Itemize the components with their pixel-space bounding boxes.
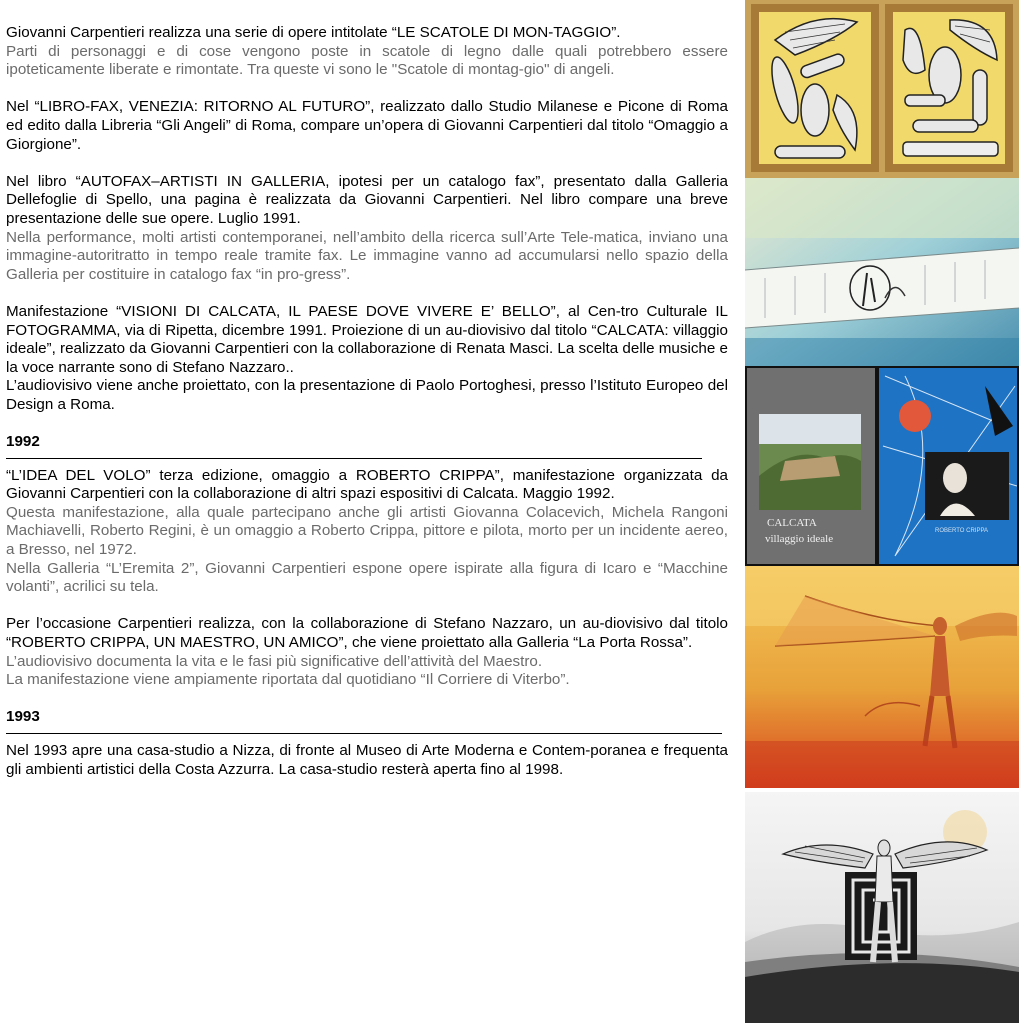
- fax-gallery-image: [745, 178, 1019, 366]
- volo-paragraph: “L’IDEA DEL VOLO” terza edizione, omaggio a ROBERTO CRIPPA”, manifestazione organizzata da Giovanni Carpentieri con la collaborazione di altri spazi espositivi di Calcata. Maggio 1992.: [6, 466, 728, 503]
- book-small-text: ROBERTO CRIPPA: [935, 528, 989, 534]
- librofax-paragraph: Nel “LIBRO-FAX, VENEZIA: RITORNO AL FUTURO”, realizzato dallo Studio Milanese e Picone di Roma ed edito dalla Libreria “Gli Angeli” di Roma, compare un’opera di Giovanni Carpentieri dal titolo “Omaggio a Giorgione”.: [6, 98, 728, 153]
- calcata-paragraph-2: L’audiovisivo viene anche proiettato, con la presentazione di Paolo Portoghesi, presso l’Istituto Europeo del Design a Roma.: [6, 377, 728, 413]
- book-title-2: villaggio ideale: [765, 533, 834, 545]
- divider-1992: [6, 458, 702, 459]
- winged-figure-image: [745, 792, 1019, 1023]
- calcata-paragraph: Manifestazione “VISIONI DI CALCATA, IL PAESE DOVE VIVERE E’ BELLO”, al Cen-tro Culturale IL FOTOGRAMMA, via di Ripetta, dicembre 1991. Proiezione di un au-diovisivo dal titolo “CALCATA: villaggio ideale”, realizzato da Giovanni Carpentieri con la collaborazione di Renata Masci. La scelta delle musiche e la voce narrante sono di Stefano Nazzaro..: [6, 302, 728, 376]
- autofax-gray-paragraph: Nella performance, molti artisti contemporanei, nell’ambito della ricerca sull’Arte Tele-matica, inviano una immagine-autoritratto in tempo reale tramite fax. Le immagine vanno ad accumularsi nello spazio della Galleria per costituire in catalogo fax “in pro-gress”.: [6, 228, 728, 283]
- crippa-paragraph: Per l’occasione Carpentieri realizza, con la collaborazione di Stefano Nazzaro, un au-diovisivo dal titolo “ROBERTO CRIPPA, UN MAESTRO, UN AMICO”, che viene proiettato alla Galleria “La Porta Rossa”.: [6, 615, 728, 651]
- nizza-paragraph: Nel 1993 apre una casa-studio a Nizza, di fronte al Museo di Arte Moderna e Contem-poranea e frequenta gli ambienti artistici della Costa Azzurra. La casa-studio resterà aperta fino al 1998.: [6, 741, 728, 778]
- intro-paragraph: Giovanni Carpentieri realizza una serie di opere intitolate “LE SCATOLE DI MON-TAGGIO”.: [6, 24, 621, 41]
- angel-boxes-image: [745, 0, 1019, 178]
- divider-1993: [6, 733, 722, 734]
- image-column: [745, 0, 1019, 1023]
- calcata-books-image: [745, 366, 1019, 566]
- book-title-1: CALCATA: [767, 517, 817, 529]
- crippa-gray-paragraph: L’audiovisivo documenta la vita e le fasi più significative dell’attività del Maestro.: [6, 652, 543, 670]
- icarus-painting-image: [745, 566, 1019, 788]
- text-column: [6, 24, 728, 779]
- volo-gray-paragraph-2: Nella Galleria “L’Eremita 2”, Giovanni Carpentieri espone opere ispirate alla figura di Icaro e “Macchine volanti”, acrilici su tela.: [6, 559, 728, 596]
- volo-gray-paragraph: Questa manifestazione, alla quale partecipano anche gli artisti Giovanna Colacevich, Michela Rangoni Machiavelli, Roberto Regini, è un omaggio a Roberto Crippa, pittore e pilota, morto per un incidente aereo, a Bresso, nel 1972.: [6, 503, 728, 559]
- year-heading-1993: 1993: [6, 708, 40, 726]
- intro-gray-paragraph: Parti di personaggi e di cose vengono poste in scatole di legno dalle quali potrebbero essere ipoteticamente liberate e rimontate. Tra queste vi sono le "Scatole di montag-gio" di angeli.: [6, 42, 728, 79]
- autofax-paragraph: Nel libro “AUTOFAX–ARTISTI IN GALLERIA, ipotesi per un catalogo fax”, presentato dalla Galleria Dellefoglie di Spello, una pagina è realizzata da Giovanni Carpentieri. Nel libro compare una breve presentazione delle sue opere. Luglio 1991.: [6, 172, 728, 227]
- crippa-gray-paragraph-2: La manifestazione viene ampiamente riportata dal quotidiano “Il Corriere di Viterbo”.: [6, 671, 570, 689]
- year-heading-1992: 1992: [6, 433, 40, 451]
